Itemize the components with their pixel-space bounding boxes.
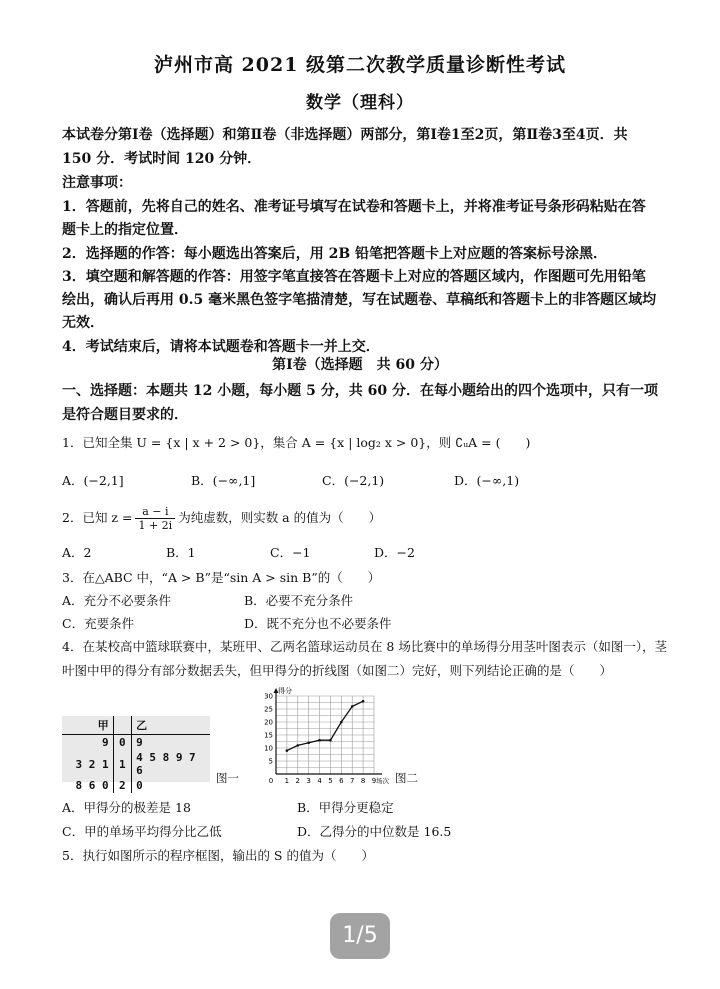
exam-subtitle: 数学（理科） [306,93,414,113]
stem-leaf-right: 9 [136,736,143,749]
q3-option-d: D．既不充分也不必要条件 [244,616,392,631]
notice-3c: 无效． [62,315,104,331]
stem-leaf-header-stem [113,716,132,735]
data-point [318,739,321,742]
q2-suffix: 为纯虚数，则实数 a 的值为（ ） [178,510,382,525]
x-tick-label: 4 [317,777,322,785]
q3-option-b: B．必要不充分条件 [244,593,354,608]
notice-title: 注意事项： [62,175,132,191]
q1-stem: 1．已知全集 U = {x | x + 2 > 0}，集合 A = {x | log₂ x > 0}，则 ∁ᵤA = ( ) [62,435,531,450]
q1-option-d: D．(−∞,1) [454,473,520,488]
q3-stem: 3．在△ABC 中，“A > B”是“sin A > sin B”的（ ） [62,570,381,585]
stem-leaf-left: 9 [101,736,109,749]
q2-option-c: C．−1 [270,545,311,560]
q2-option-a: A．2 [62,545,92,560]
data-point [329,739,332,742]
stem-leaf-right: 4 5 8 9 7 6 [136,751,196,777]
stem-leaf-stem: 1 [113,750,132,778]
notice-3b: 绘出，确认后再用 0.5 毫米黑色签字笔描清楚，写在试题卷、草稿纸和答题卡上的非答题区域均 [62,292,657,308]
stem-leaf-header [62,716,210,735]
q4-option-c: C．甲的单场平均得分比乙低 [62,824,222,839]
line-chart [258,686,398,788]
exam-title: 泸州市高 2021 级第二次教学质量诊断性考试 [153,54,567,76]
y-tick-label: 10 [264,744,273,753]
q2-numerator: a − i [135,505,175,519]
x-tick-label: 5 [328,777,333,785]
q1-option-b: B．(−∞,1] [191,473,256,488]
stem-leaf-header-yi: 乙 [132,716,210,735]
y-tick-label: 30 [264,692,273,701]
y-axis-label: 得分 [278,687,292,695]
q4-stem-2: 叶图中甲的得分有部分数据丢失，但甲得分的折线图（如图二）完好，则下列结论正确的是（ ） [62,663,613,678]
notice-2: 2．选择题的作答：每小题选出答案后，用 2B 铅笔把答题卡上对应题的答案标号涂黑． [62,246,608,262]
stem-leaf-left: 3 2 1 [75,757,109,771]
data-point [351,705,354,708]
notice-4: 4．考试结束后，请将本试题卷和答题卡一并上交． [62,339,380,355]
x-tick-label: 8 [360,777,366,785]
x-tick-label: 9 [371,777,377,785]
y-tick-label: 5 [268,757,273,766]
stem-leaf-row [62,778,210,793]
q4-stem-1: 4．在某校高中篮球联赛中，某班甲、乙两名篮球运动员在 8 场比赛中的单场得分用茎叶图表示（如图一），茎 [62,639,668,654]
stem-leaf-header-jia: 甲 [62,716,113,735]
stem-leaf-table [62,716,210,793]
data-point [286,749,289,752]
x-tick-label: 1 [284,777,290,785]
figure-2-label: 图二 [395,771,418,785]
q2-denominator: 1 + 2i [138,519,173,532]
q4-option-a: A．甲得分的极差是 18 [62,800,191,815]
q2-fraction [135,505,175,532]
stem-leaf-stem: 2 [113,778,132,793]
q2-prefix: 2．已知 z = [62,510,133,525]
data-point [340,721,343,724]
data-point [362,700,365,703]
q1-option-c: C．(−2,1) [322,473,385,488]
q2-option-d: D．−2 [374,545,415,560]
data-point [307,742,310,745]
section-title: 第Ⅰ卷（选择题 共 60 分） [272,357,448,373]
x-tick-label: 0 [268,777,274,785]
intro-line-1: 本试卷分第Ⅰ卷（选择题）和第Ⅱ卷（非选择题）两部分，第Ⅰ卷1至2页，第Ⅱ卷3至4页．共 [62,127,628,143]
x-tick-label: 6 [339,777,344,785]
data-point [296,744,299,747]
figure-1-label: 图一 [216,771,239,785]
q2-stem [62,505,381,532]
q2-option-b: B．1 [166,545,196,560]
stem-leaf-stem: 0 [113,735,132,751]
q4-option-b: B．甲得分更稳定 [297,800,394,815]
x-axis-label: 场次 [376,777,389,785]
stem-leaf-row [62,735,210,751]
stem-leaf-left: 8 6 0 [75,779,109,792]
page-indicator[interactable]: 1/5 [330,913,390,959]
section-desc-1: 一、选择题：本题共 12 小题，每小题 5 分，共 60 分．在每小题给出的四个选项中，只有一项 [62,383,658,399]
q5-stem: 5．执行如图所示的程序框图，输出的 S 的值为（ ） [62,848,374,863]
intro-line-2: 150 分．考试时间 120 分钟． [62,151,262,167]
q3-option-c: C．充要条件 [62,616,135,631]
y-tick-label: 25 [264,705,273,714]
stem-leaf-row [62,750,210,778]
notice-1b: 题卡上的指定位置． [62,222,188,238]
x-tick-label: 3 [306,777,311,785]
x-tick-label: 2 [295,777,301,785]
stem-leaf-plot [62,716,210,792]
q3-option-a: A．充分不必要条件 [62,593,172,608]
q1-option-a: A．(−2,1] [62,473,124,488]
x-tick-label: 7 [349,777,355,785]
notice-3a: 3．填空题和解答题的作答：用签字笔直接答在答题卡上对应的答题区域内，作图题可先用铅笔 [62,269,646,285]
series-line [287,701,363,750]
stem-leaf-right: 0 [136,779,143,792]
y-tick-label: 15 [264,731,273,740]
notice-1a: 1．答题前，先将自己的姓名、准考证号填写在试卷和答题卡上，并将准考证号条形码粘贴在答 [62,199,646,215]
y-tick-label: 20 [264,718,273,727]
q4-option-d: D．乙得分的中位数是 16.5 [297,824,452,839]
section-desc-2: 是符合题目要求的． [62,407,188,423]
